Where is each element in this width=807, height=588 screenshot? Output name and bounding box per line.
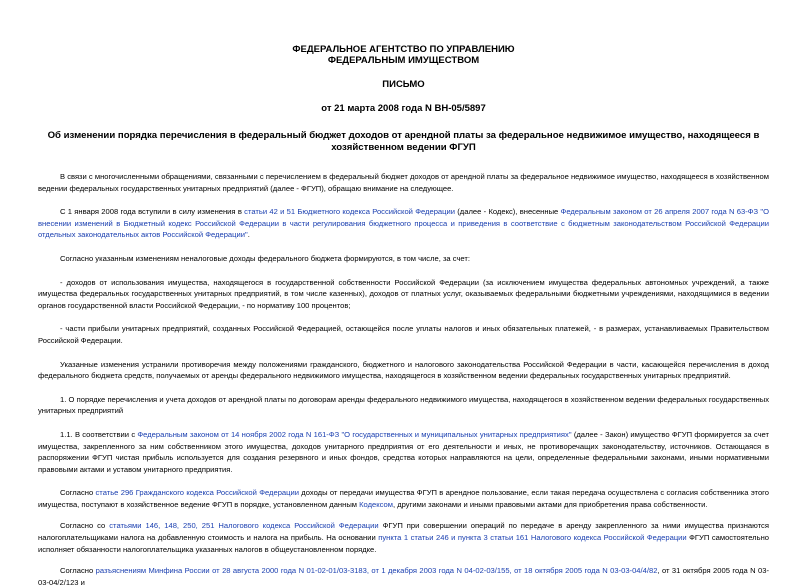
law-link[interactable]: статье 296 Гражданского кодекса Российской Федерации — [95, 488, 299, 498]
document-title: Об изменении порядка перечисления в федеральный бюджет доходов от арендной платы за федеральное недвижимое имущество, находящееся в хозяйственном ведении ФГУП — [47, 130, 760, 153]
law-link[interactable]: статьи 42 и 51 Бюджетного кодекса Российской Федерации — [244, 207, 455, 217]
document-header — [38, 44, 769, 114]
paragraph: Согласно указанным изменениям неналоговые доходы федерального бюджета формируются, в том числе, за счет: — [60, 253, 470, 263]
law-link[interactable]: статьями 146, 148, 250, 251 Налогового кодекса Российской Федерации — [109, 521, 379, 531]
document-body — [38, 171, 769, 588]
paragraph: Указанные изменения устранили противоречия между положениями гражданского, бюджетного и налогового законодательства Российской Федерации в части, касающейся перечисления в доход федерального бюджета средств, получаемых от аренды федерального недвижимого имущества, находящегося в хозяйственном ведении федеральных государственных унитарных предприятий. — [38, 359, 769, 381]
law-link[interactable]: Федеральным законом от 14 ноября 2002 года N 161-ФЗ "О государственных и муниципальных унитарных предприятиях" — [137, 429, 572, 439]
law-link[interactable]: пункта 1 статьи 246 и пункта 3 статьи 161 Налогового кодекса Российской Федерации — [378, 533, 687, 543]
paragraph: - доходов от использования имущества, находящегося в государственной собственности Российской Федерации (за исключением имущества федеральных автономных учреждений, а также имущества федеральных государственных унитарных предприятий, в том числе казенных), доходов от платных услуг, оказываемых федеральными бюджетными учреждениями, находящимися в ведении органов государственной власти Российской Федерации, - по нормативу 100 процентов; — [38, 277, 769, 310]
paragraph: - части прибыли унитарных предприятий, созданных Российской Федерацией, остающейся после уплаты налогов и иных обязательных платежей, - в размерах, устанавливаемых Правительством Российской Федерации. — [38, 324, 769, 345]
paragraph: Согласно разъяснениям Минфина России от 28 августа 2000 года N 01-02-01/03-3183, от 1 декабря 2003 года N 04-02-03/155, от 18 октября 2005 года N 03-03-04/4/82, от 31 октября 2005 года N 03-03-04/2/123 и — [38, 566, 769, 587]
law-link[interactable]: Кодексом — [359, 499, 393, 509]
paragraph: Согласно статье 296 Гражданского кодекса Российской Федерации доходы от передачи имущества ФГУП в арендное пользование, если такая передача осуществлена с согласия собственника этого имущества, поступают в хозяйственное ведение ФГУП в порядке, установленном данным Кодексом, другими законами и иными правовыми актами для приобретения права собственности. — [38, 488, 769, 509]
paragraph: 1.1. В соответствии с Федеральным законом от 14 ноября 2002 года N 161-ФЗ "О государственных и муниципальных унитарных предприятиях" (далее - Закон) имущество ФГУП формируется за счет имущества, закрепленного за ним собственником этого имущества, доходов унитарного предприятия от его деятельности и иных, не противоречащих законодательству, источников. Остающаяся в распоряжении ФГУП чистая прибыль используется для создания резервного и иных фондов, средства которых направляются на цели, определенные федеральными законами, иными нормативными правовыми актами и уставом унитарного предприятия. — [38, 429, 769, 474]
paragraph: С 1 января 2008 года вступили в силу изменения в статьи 42 и 51 Бюджетного кодекса Российской Федерации (далее - Кодекс), внесенные Федеральным законом от 26 апреля 2007 года N 63-ФЗ "О внесении изменений в Бюджетный кодекс Российской Федерации в части регулирования бюджетного процесса и приведения в соответствие с бюджетным законодательством Российской Федерации отдельных законодательных актов Российской Федерации". — [38, 207, 770, 240]
law-link[interactable]: Федеральным законом от 26 апреля 2007 года N 63-ФЗ "О внесении изменений в Бюджетный кодекс Российской Федерации в части регулирования бюджетного процесса и приведения в соответствие с бюджетным законодательством Российской Федерации отдельных законодательных актов Российской Федерации" — [38, 207, 770, 240]
paragraph: В связи с многочисленными обращениями, связанными с перечислением в федеральный бюджет доходов от арендной платы за федеральное недвижимое имущество, находящееся в хозяйственном ведении федеральных государственных унитарных предприятий (далее - ФГУП), обращаю внимание на следующее. — [38, 172, 769, 193]
paragraph: Согласно со статьями 146, 148, 250, 251 Налогового кодекса Российской Федерации ФГУП при совершении операций по передаче в аренду закрепленного за ними имущества признаются налогоплательщиками налога на добавленную стоимость и налога на прибыль. На основании пункта 1 статьи 246 и пункта 3 статьи 161 Налогового кодекса Российской Федерации ФГУП самостоятельно исполняет обязанности налогоплательщика указанных налогов в общеустановленном порядке. — [38, 521, 769, 554]
document-type: ПИСЬМО — [382, 79, 425, 90]
paragraph: 1. О порядке перечисления и учета доходов от арендной платы по договорам аренды федерального недвижимого имущества, находящегося в хозяйственном ведении федеральных государственных унитарных предприятий — [38, 394, 769, 416]
agency-name-line2: ФЕДЕРАЛЬНЫМ ИМУЩЕСТВОМ — [327, 55, 480, 66]
agency-name-line1: ФЕДЕРАЛЬНОЕ АГЕНТСТВО ПО УПРАВЛЕНИЮ — [292, 44, 515, 55]
document-date-number: от 21 марта 2008 года N ВН-05/5897 — [321, 103, 486, 114]
law-link[interactable]: разъяснениям Минфина России от 28 августа 2000 года N 01-02-01/03-3183, от 1 декабря 2003 года N 04-02-03/155, от 18 октября 2005 года N 03-03-04/4/82 — [95, 566, 658, 576]
